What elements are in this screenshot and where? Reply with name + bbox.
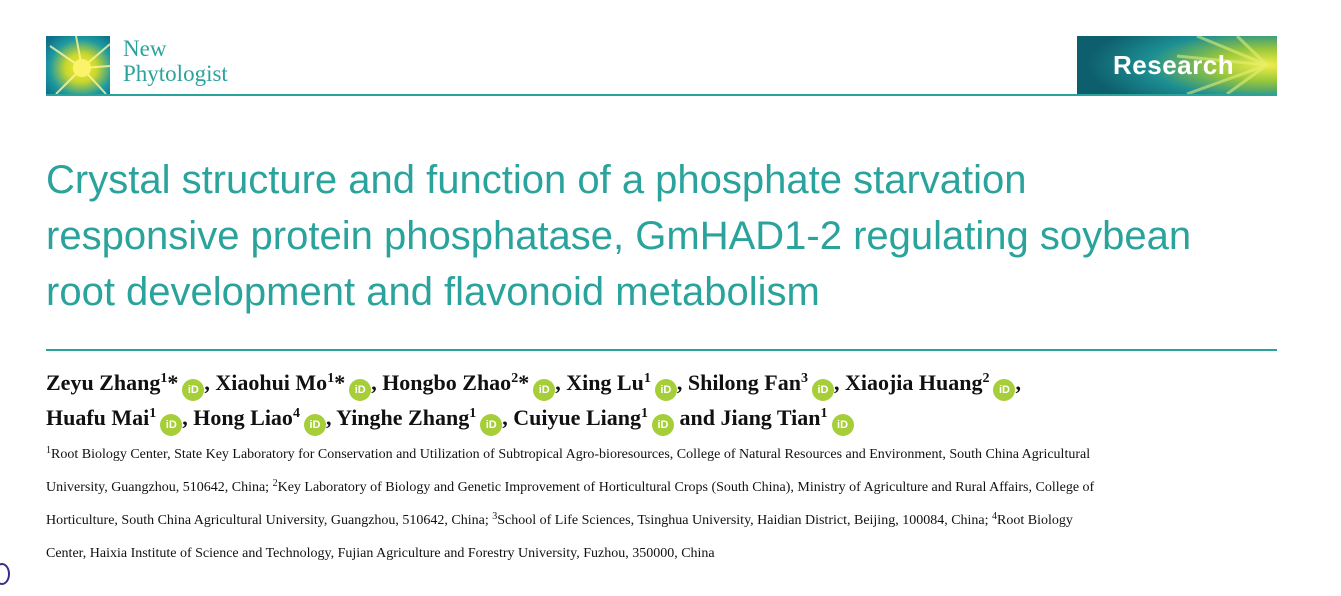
and-word: and: [679, 405, 715, 430]
affil-sup: 3: [800, 371, 808, 386]
author-list: [46, 366, 1286, 436]
author-name: Zeyu Zhang: [46, 370, 161, 395]
affil-sup: 1: [643, 371, 651, 386]
author-name: Huafu Mai: [46, 405, 150, 430]
title-line: responsive protein phosphatase, GmHAD1-2 regulating soybean: [46, 214, 1192, 258]
header-divider: [46, 94, 1277, 96]
affiliation-text: University, Guangzhou, 510642, China;: [46, 480, 273, 495]
affil-sup: 2: [511, 371, 519, 386]
orcid-icon[interactable]: iD: [182, 379, 204, 401]
orcid-icon[interactable]: iD: [652, 414, 674, 436]
orcid-icon[interactable]: iD: [349, 379, 371, 401]
section-label: Research: [1113, 50, 1235, 80]
orcid-icon[interactable]: iD: [832, 414, 854, 436]
orcid-icon[interactable]: iD: [304, 414, 326, 436]
affil-sup: 4: [292, 406, 300, 421]
affil-sup: 1: [327, 371, 335, 386]
orcid-icon[interactable]: iD: [160, 414, 182, 436]
affiliation-text: Root Biology: [997, 513, 1073, 528]
affiliation-text: Root Biology Center, State Key Laboratory for Conservation and Utilization of Subtropical Agro-bioresources, College of Natural Resources and Environment, South China Agricultural: [51, 447, 1091, 462]
author-name: Hong Liao: [193, 405, 293, 430]
author-name: Jiang Tian: [720, 405, 821, 430]
orcid-icon[interactable]: iD: [480, 414, 502, 436]
affil-sup: 3: [492, 511, 498, 522]
edge-artifact: [0, 563, 10, 585]
author-name: Xiaojia Huang: [844, 370, 983, 395]
orcid-icon[interactable]: iD: [993, 379, 1015, 401]
orcid-icon[interactable]: iD: [812, 379, 834, 401]
affil-sup: 1: [820, 406, 828, 421]
author-line: Zeyu Zhang$^1$* iD , Xiaohui Mo$^1$* iD , Hongbo Zhao$^2$* iD , Xing Lu$^1$iD , Shilong Fan$^3$iD , Xiaojia Huang$^2$iD ,: [46, 366, 1286, 401]
affil-sup: 1: [640, 406, 648, 421]
orcid-icon[interactable]: iD: [533, 379, 555, 401]
affiliation-text: Center, Haixia Institute of Science and Technology, Fujian Agriculture and Forestry University, Fuzhou, 350000, China: [46, 546, 715, 561]
affiliation-line: [46, 504, 1291, 537]
title-line: Crystal structure and function of a phosphate starvation: [46, 158, 1027, 202]
journal-name-line2: Phytologist: [123, 61, 228, 86]
article-title: [46, 152, 1286, 320]
affiliation-text: Key Laboratory of Biology and Genetic Improvement of Horticultural Crops (South China), Ministry of Agriculture and Rural Affairs, College of: [277, 480, 1095, 495]
affiliation-text: School of Life Sciences, Tsinghua University, Haidian District, Beijing, 100084, China;: [497, 513, 993, 528]
author-line: Huafu Mai$^1$iD , Hong Liao$^4$iD , Yinghe Zhang$^1$iD , Cuiyue Liang$^1$iD and Jiang Tian$^1$iD: [46, 401, 1286, 436]
affil-sup: 2: [982, 371, 990, 386]
author-name: Yinghe Zhang: [336, 405, 470, 430]
journal-name-line1: New: [123, 36, 167, 61]
author-name: Xing Lu: [566, 370, 644, 395]
affiliations: [46, 438, 1291, 570]
author-name: Cuiyue Liang: [513, 405, 641, 430]
equal-contribution-mark: *: [518, 370, 530, 395]
affiliation-line: [46, 537, 1291, 570]
equal-contribution-mark: *: [334, 370, 346, 395]
title-line: root development and flavonoid metabolism: [46, 270, 820, 314]
journal-logo-icon: [46, 36, 110, 94]
author-name: Xiaohui Mo: [215, 370, 328, 395]
orcid-icon[interactable]: iD: [655, 379, 677, 401]
journal-header: [46, 36, 1277, 96]
affil-sup: 2: [272, 478, 278, 489]
affiliation-line: [46, 438, 1291, 471]
author-name: Hongbo Zhao: [382, 370, 512, 395]
affil-sup: 1: [46, 445, 51, 456]
affil-sup: 1: [469, 406, 477, 421]
journal-name[interactable]: [123, 36, 228, 86]
affil-sup: 4: [992, 511, 998, 522]
title-divider: [46, 349, 1277, 351]
affil-sup: 1: [149, 406, 157, 421]
author-name: Shilong Fan: [687, 370, 801, 395]
section-badge: [1077, 36, 1277, 94]
affiliation-line: [46, 471, 1291, 504]
affil-sup: 1: [160, 371, 168, 386]
equal-contribution-mark: *: [167, 370, 179, 395]
affiliation-text: Horticulture, South China Agricultural University, Guangzhou, 510642, China;: [46, 513, 493, 528]
